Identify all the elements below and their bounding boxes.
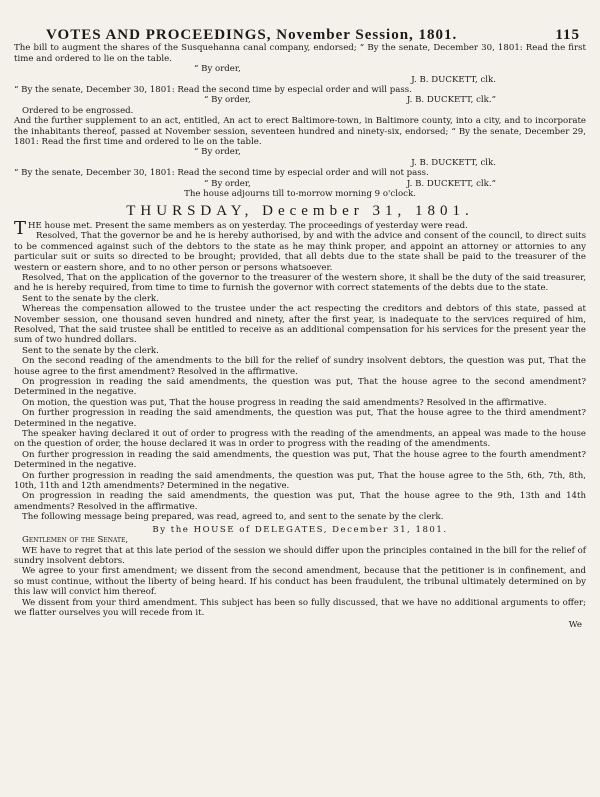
salutation: Gentlemen of the Senate, (22, 535, 129, 546)
page-number: 115 (555, 27, 580, 43)
paragraph: On the second reading of the amendments to the bill for the relief of sundry insolvent debtors, the question was put, That the house agree to the first amendment? Resolved in the affirmative. (14, 356, 586, 377)
clerk-signature: J. B. DUCKETT, clk.” (406, 95, 496, 106)
catchword: We (568, 620, 582, 631)
signature-line (14, 95, 586, 105)
paragraph: The bill to augment the shares of the Susquehanna canal company, endorsed; “ By the senate, December 30, 1801: Read the first time and ordered to lie on the table. (14, 43, 586, 64)
paragraph: On further progression in reading the said amendments, the question was put, That the house agree to the 5th, 6th, 7th, 8th, 10th, 11th and 12th amendments? Determined in the negative. (14, 470, 586, 492)
resolution: Resolved, That on the application of the governor to the treasurer of the western shore, it shall be the duty of the said treasurer, and he is hereby required, from time to time to furnish the governor with correct statements of the debts due to the state. (14, 272, 586, 294)
paragraph: The following message being prepared, was read, agreed to, and sent to the senate by the clerk. (22, 512, 444, 523)
by-order: “ By order, (194, 64, 241, 75)
paragraph: “ By the senate, December 30, 1801: Read the second time by especial order and will pass. (14, 85, 412, 96)
wednesday-proceedings (14, 43, 586, 199)
signature-line (14, 158, 586, 168)
clerk-signature: J. B. DUCKETT, clk. (411, 157, 496, 168)
paragraph: THE house met. Present the same members as on yesterday. The proceedings of yesterday were read. (14, 217, 468, 239)
paragraph: On further progression in reading the said amendments, the question was put, That the house agree to the third amendment? Determined in the negative. (14, 408, 586, 429)
by-order: “ By order, (204, 178, 251, 189)
paragraph: Sent to the senate by the clerk. (22, 293, 159, 304)
drop-cap: T (14, 217, 27, 239)
thursday-proceedings (14, 217, 586, 523)
running-head (46, 27, 586, 43)
paragraph: On progression in reading the said amendments, the question was put, That the house agree to the 9th, 13th and 14th amendments? Resolved in the affirmative. (14, 491, 586, 512)
clerk-signature: J. B. DUCKETT, clk. (411, 74, 496, 85)
message-heading: By the HOUSE of DELEGATES, December 31, 1801. (152, 524, 448, 535)
signature-line (14, 179, 586, 189)
adjournment-notice: The house adjourns till to-morrow morning 9 o'clock. (184, 189, 416, 200)
paragraph: We agree to your first amendment; we dissent from the second amendment, because that the petitioner is in confinement, and so must continue, without the liberty of being heard. If his conduct has been fraudulent, the tribunal ultimately determined on by this law will convict him thereof. (14, 566, 586, 598)
paragraph: The speaker having declared it out of order to progress with the reading of the amendments, an appeal was made to the house on the question of order, the house declared it was in order to progress with the reading of the amendments. (14, 429, 586, 450)
paragraph: “ By the senate, December 30, 1801: Read the second time by especial order and will not pass. (14, 168, 429, 179)
clerk-signature: J. B. DUCKETT, clk.” (406, 178, 496, 189)
day-heading: THURSDAY, December 31, 1801. (126, 202, 474, 219)
paragraph: And the further supplement to an act, entitled, An act to erect Baltimore-town, in Baltimore county, into a city, and to incorporate the inhabitants thereof, passed at November session, seventeen hundred and ninety-six, endorsed; “ By the senate, December 29, 1801: Read the first time and ordered to lie on the table. (14, 116, 586, 148)
paragraph: On motion, the question was put, That the house progress in reading the said amendments? Resolved in the affirmative. (22, 397, 547, 408)
message-to-senate (14, 525, 586, 631)
paragraph: Ordered to be engrossed. (22, 105, 134, 116)
by-order: “ By order, (204, 95, 251, 106)
paragraph: WE have to regret that at this late period of the session we should differ upon the principles contained in the bill for the relief of sundry insolvent debtors. (14, 545, 586, 566)
paragraph: Whereas the compensation allowed to the trustee under the act respecting the creditors and debtors of this state, passed at November session, one thousand seven hundred and ninety, after the first year, is inadequate to the services required of him, Resolved, That the said trustee shall be entitled to receive as an additional compensation for his services for the present year the sum of two hundred dollars. (14, 304, 586, 346)
by-order: “ By order, (194, 147, 241, 158)
paragraph: Sent to the senate by the clerk. (22, 345, 159, 356)
resolution: Resolved, That the governor be and he is hereby authorised, by and with the advice and consent of the council, to direct suits to be commenced against such of the debtors to the state as he may think proper, and appoint an attorney or attornies to any particular suit or suits so directed to be brought; provided, that all debts due to the state shall be paid to the treasurer of the western or eastern shore, and to no other person or persons whatsoever. (14, 231, 586, 273)
paragraph: We dissent from your third amendment. This subject has been so fully discussed, that we have no additional arguments to offer; we flatter ourselves you will recede from it. (14, 597, 586, 618)
paragraph: On further progression in reading the said amendments, the question was put, That the house agree to the fourth amendment? Determined in the negative. (14, 449, 586, 471)
signature-line (14, 75, 586, 85)
paragraph: On progression in reading the said amendments, the question was put, That the house agree to the second amendment? Determined in the negative. (14, 377, 586, 398)
page-title: VOTES AND PROCEEDINGS, November Session, 1801. (46, 27, 458, 43)
